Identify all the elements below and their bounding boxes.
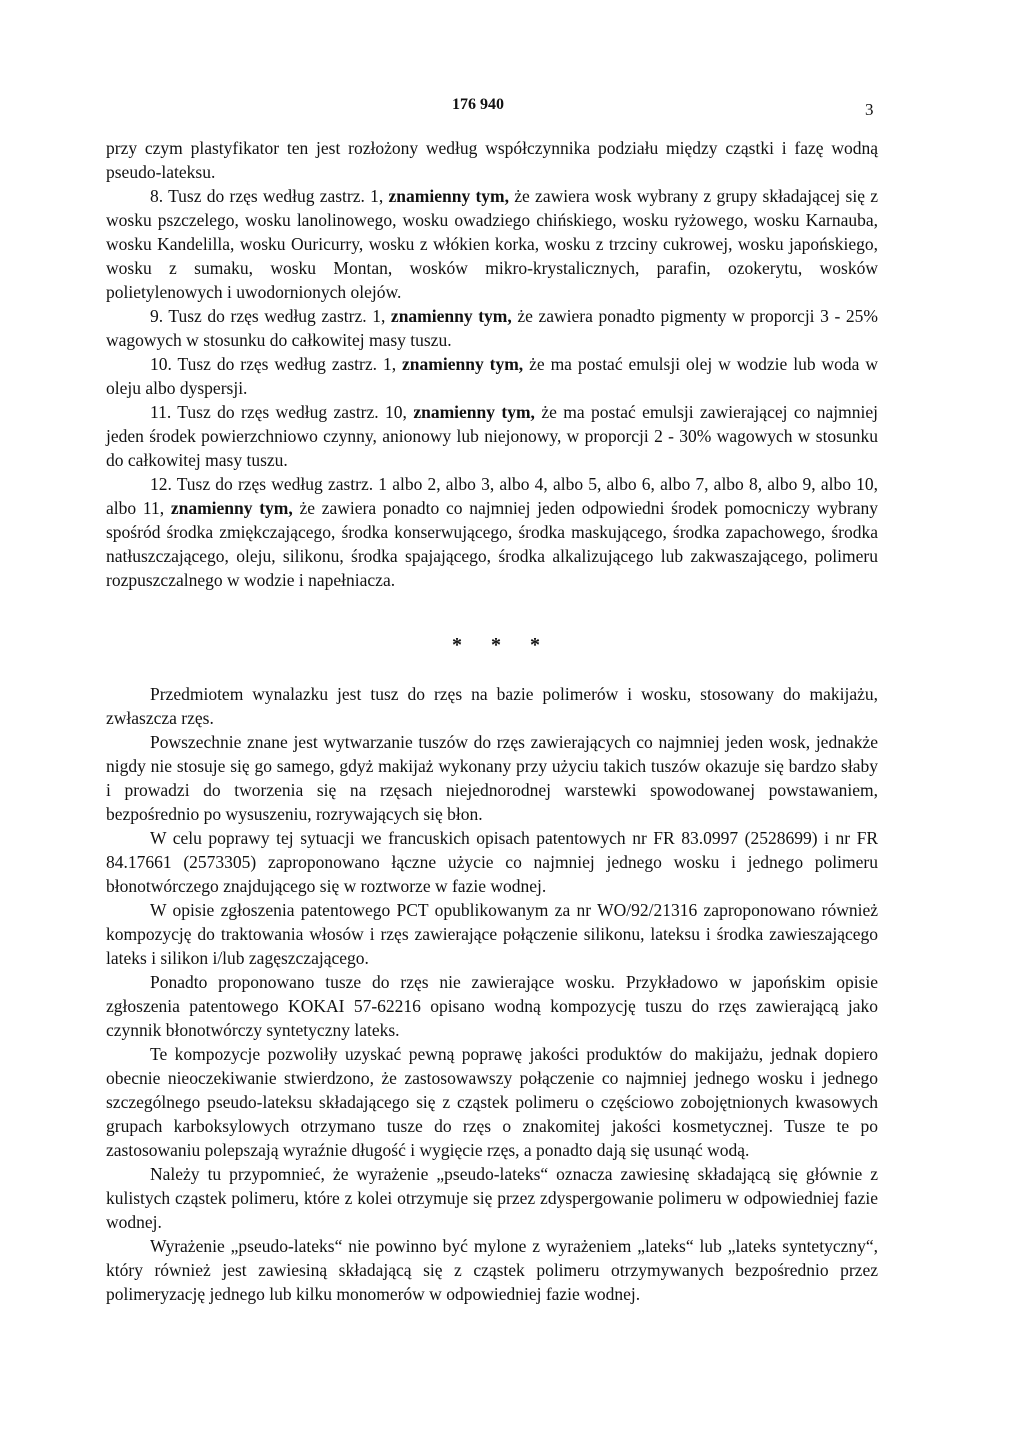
claim-characterizing-phrase: znamienny tym, — [388, 186, 509, 206]
section-separator: * * * — [452, 634, 552, 656]
claim-text: 10. Tusz do rzęs według zastrz. 1, — [150, 354, 403, 374]
page-number: 3 — [865, 100, 874, 119]
claims-section — [106, 136, 878, 592]
claim-text: że zawiera wosk wybrany z grupy składającej się z wosku pszczelego, wosku lanolinowego, wosku owadziego chińskiego, wosku ryżowego, wosku Karnauba, wosku Kandelilla, wosku Ouricurry, wosku z włókien korka, wosku z trzciny cukrowej, wosku japońskiego, wosku z sumaku, wosku Montan, wosków mikro-krystalicznych, parafin, ozokerytu, wosków polietylenowych i uwodornionych olejów. — [106, 186, 878, 302]
claim-characterizing-phrase: znamienny tym, — [413, 402, 535, 422]
claim-8 — [106, 184, 878, 304]
claim-characterizing-phrase: znamienny tym, — [170, 498, 293, 518]
claim-10 — [106, 352, 878, 400]
claim-text: przy czym plastyfikator ten jest rozłożony według współczynnika podziału między cząstki i fazę wodną pseudo-lateksu. — [106, 138, 878, 182]
description-paragraph: Powszechnie znane jest wytwarzanie tuszów do rzęs zawierających co najmniej jeden wosk, jednakże nigdy nie stosuje się go samego, gdyż makijaż wykonany przy użyciu takich tuszów okazuje się bardzo słaby i prowadzi do tworzenia się na rzęsach niejednorodnej warstewki spowodowanej powstawaniem, bezpośrednio po wysuszeniu, rozrywających się błon. — [106, 732, 878, 824]
claim-7-continuation — [106, 136, 878, 184]
claim-characterizing-phrase: znamienny tym, — [402, 354, 524, 374]
description-paragraph: W celu poprawy tej sytuacji we francuskich opisach patentowych nr FR 83.0997 (2528699) i nr FR 84.17661 (2573305) zaproponowano łączne użycie co najmniej jednego wosku i jednego polimeru błonotwórczego znajdującego się w roztworze w fazie wodnej. — [106, 828, 878, 896]
claim-text: że zawiera ponadto co najmniej jeden odpowiedni środek pomocniczy wybrany spośród środka zmiękczającego, środka konserwującego, środka maskującego, środka zapachowego, środka natłuszczającego, oleju, silikonu, środka spajającego, środka alkalizującego lub zakwaszającego, polimeru rozpuszczalnego w wodzie i napełniacza. — [106, 498, 878, 590]
description-paragraph: Przedmiotem wynalazku jest tusz do rzęs na bazie polimerów i wosku, stosowany do makijażu, zwłaszcza rzęs. — [106, 684, 878, 728]
claim-text: 8. Tusz do rzęs według zastrz. 1, — [150, 186, 389, 206]
description-paragraph: Ponadto proponowano tusze do rzęs nie zawierające wosku. Przykładowo w japońskim opisie zgłoszenia patentowego KOKAI 57-62216 opisano wodną kompozycję tuszu do rzęs zawierającą jako czynnik błonotwórczy syntetyczny lateks. — [106, 972, 878, 1040]
description-section — [106, 682, 878, 1306]
claim-text: 11. Tusz do rzęs według zastrz. 10, — [150, 402, 414, 422]
description-paragraph: Te kompozycje pozwoliły uzyskać pewną poprawę jakości produktów do makijażu, jednak dopiero obecnie nieoczekiwanie stwierdzono, że zastosowawszy połączenie co najmniej jednego wosku i jednego szczególnego pseudo-lateksu składającego się z cząstek polimeru o częściowo zobojętnionych kwasowych grupach karboksylowych otrzymano tusze do rzęs o znakomitej jakości kosmetycznej. Tusze te po zastosowaniu polepszają wyraźnie długość i wygięcie rzęs, a ponadto dają się usunąć wodą. — [106, 1044, 878, 1160]
claim-text: że ma postać emulsji olej w wodzie lub woda w oleju albo dyspersji. — [106, 354, 878, 398]
description-paragraph: Należy tu przypomnieć, że wyrażenie „pseudo-lateks“ oznacza zawiesinę składającą się głównie z kulistych cząstek polimeru, które z kolei otrzymuje się przez zdyspergowanie polimeru w odpowiedniej fazie wodnej. — [106, 1164, 878, 1232]
page-header — [0, 96, 1024, 120]
description-paragraph: Wyrażenie „pseudo-lateks“ nie powinno być mylone z wyrażeniem „lateks“ lub „lateks syntetyczny“, który również jest zawiesiną składającą się z cząstek polimeru otrzymywanych bezpośrednio przez polimeryzację jednego lub kilku monomerów w odpowiedniej fazie wodnej. — [106, 1236, 878, 1304]
document-number: 176 940 — [452, 96, 504, 113]
claim-11 — [106, 400, 878, 472]
claim-text: że ma postać emulsji zawierającej co najmniej jeden środek powierzchniowo czynny, anionowy lub niejonowy, w proporcji 2 - 30% wagowych w stosunku do całkowitej masy tuszu. — [106, 402, 878, 470]
claim-12 — [106, 472, 878, 592]
claim-text: że zawiera ponadto pigmenty w proporcji 3 - 25% wagowych w stosunku do całkowitej masy tuszu. — [106, 306, 879, 350]
claim-characterizing-phrase: znamienny tym, — [390, 306, 512, 326]
claim-9 — [106, 304, 878, 352]
claim-text: 12. Tusz do rzęs według zastrz. 1 albo 2, albo 3, albo 4, albo 5, albo 6, albo 7, albo 8, albo 9, albo 10, albo 11, — [106, 474, 878, 518]
description-paragraph: W opisie zgłoszenia patentowego PCT opublikowanym za nr WO/92/21316 zaproponowano również kompozycję do traktowania włosów i rzęs zawierające połączenie silikonu, lateksu i środka zawieszającego lateks i silikon i/lub zagęszczającego. — [106, 900, 878, 968]
claim-text: 9. Tusz do rzęs według zastrz. 1, — [150, 306, 391, 326]
